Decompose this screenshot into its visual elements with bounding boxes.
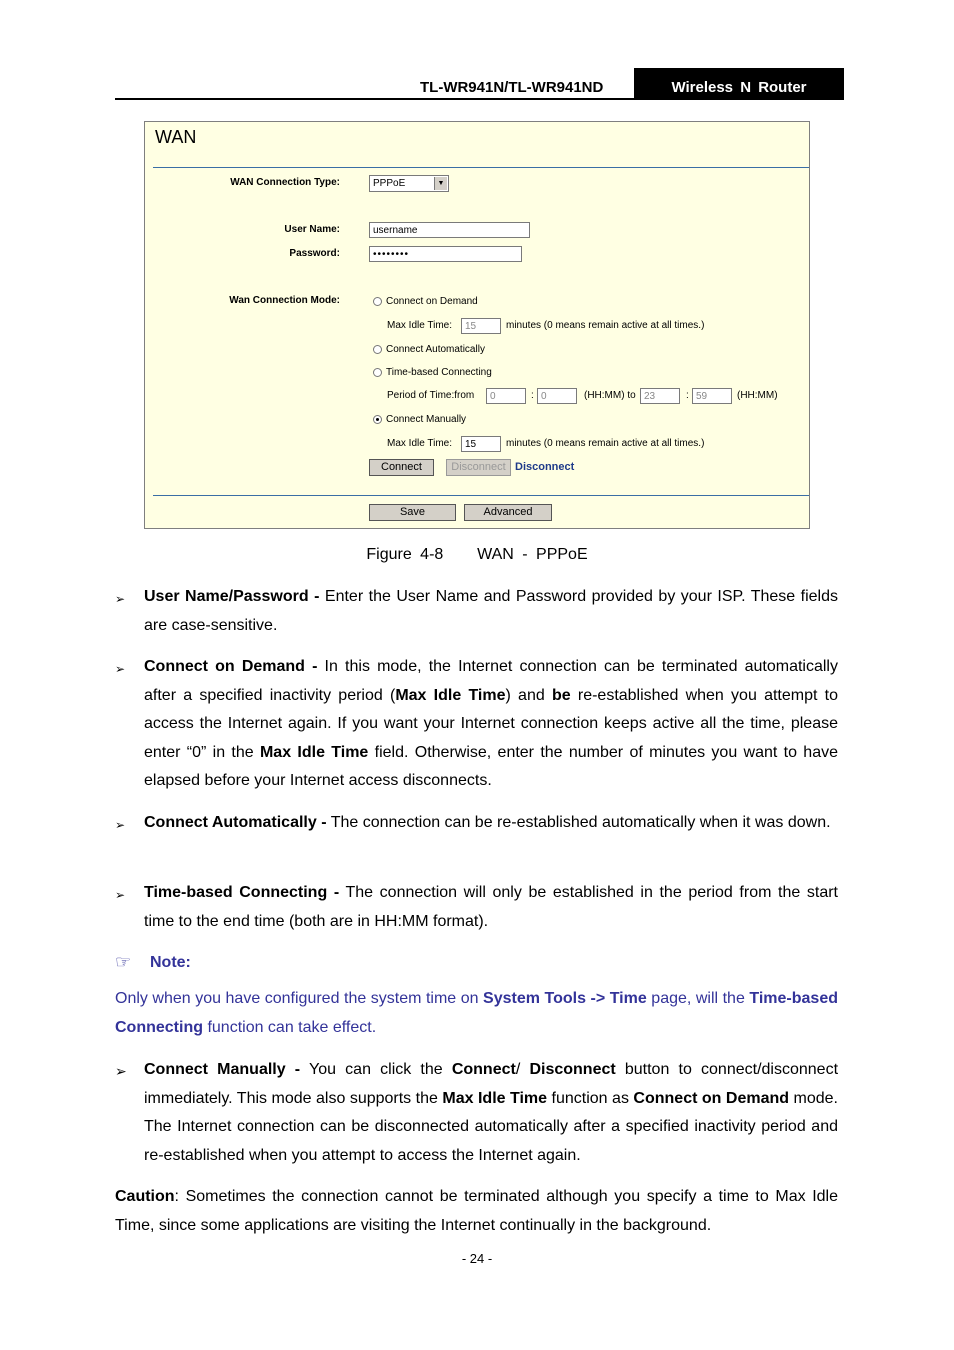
manual-label: Connect Manually: [386, 414, 467, 425]
conn-type-select[interactable]: [369, 175, 449, 192]
caution-text: : Sometimes the connection cannot be terminated although you specify a time to Max Idle Time, since some applications are visiting the Internet continually in the background.: [115, 1188, 838, 1234]
bullet-text: function as: [547, 1089, 634, 1107]
wan-title: WAN: [155, 127, 197, 147]
user-name-input[interactable]: username: [369, 222, 530, 238]
save-button[interactable]: Save: [369, 504, 456, 521]
bullet-bold: Connect: [451, 1061, 516, 1078]
bullet-text: re-established when you attempt to access the Internet again. If you want your Internet connection keeps active all the time, please enter “0” in the: [144, 686, 838, 761]
radio-manual[interactable]: [373, 415, 382, 424]
radio-auto[interactable]: [373, 345, 382, 354]
bullet-connect-on-demand: [144, 653, 838, 796]
bullet-arrow-icon: ➢: [115, 592, 126, 606]
connect-button[interactable]: Connect: [369, 459, 434, 476]
note-text: page, will the: [646, 990, 750, 1007]
bullet-text: The connection will only be established in the period from the start time to the end time (both are in HH:MM format).: [144, 884, 838, 930]
bullet-connect-automatically: [144, 809, 838, 838]
bullet-arrow-icon: ➢: [115, 1063, 127, 1079]
note-title: Note:: [150, 954, 191, 971]
time-colon-2: :: [686, 390, 689, 401]
bullet-arrow-icon: ➢: [115, 818, 126, 832]
bullet-bold: Max Idle Time: [259, 743, 369, 761]
conn-type-value: PPPoE: [373, 178, 406, 189]
bullet-text: The connection can be re-established automatically when it was down.: [326, 814, 831, 831]
bullet-text: Enter the User Name and Password provided by your ISP. These fields are case-sensitive.: [144, 588, 839, 634]
bullet-bold: Max Idle Time: [395, 686, 506, 704]
connection-status: Disconnect: [515, 461, 575, 473]
bullet-text: /: [515, 1061, 530, 1078]
caution-title: Caution: [115, 1188, 175, 1205]
header-model: TL-WR941N/TL-WR941ND: [420, 79, 604, 96]
from-minute-input[interactable]: 0: [537, 388, 577, 404]
hhmm-label: (HH:MM): [737, 390, 778, 401]
disconnect-button[interactable]: Disconnect: [446, 459, 511, 476]
bullet-bold: Connect on Demand: [633, 1089, 790, 1107]
time-based-label: Time-based Connecting: [386, 367, 492, 378]
bullet-title: Time-based Connecting -: [144, 884, 340, 901]
bullet-user-password: [144, 583, 838, 640]
bullet-text: In this mode, the Internet connection can be terminated automatically after a specified inactivity period (: [144, 658, 838, 704]
bullet-title: User Name/Password -: [144, 588, 320, 605]
note-bold: System Tools -> Time: [483, 990, 647, 1007]
bullet-arrow-icon: ➢: [115, 662, 126, 676]
caution-paragraph: [115, 1183, 838, 1240]
auto-label: Connect Automatically: [386, 344, 485, 355]
bullet-text: You can click the: [300, 1061, 452, 1078]
bullet-text: field. Otherwise, enter the number of minutes you want to have elapsed before your Internet access disconnects.: [144, 743, 839, 789]
bullet-time-based: [144, 879, 838, 936]
bullet-connect-manually: [144, 1056, 838, 1170]
time-colon-1: :: [531, 390, 534, 401]
bullet-title: Connect Automatically -: [144, 814, 327, 831]
to-label: (HH:MM) to: [584, 390, 636, 401]
minutes-note-2: minutes (0 means remain active at all times.): [506, 438, 705, 449]
user-name-label: User Name:: [284, 224, 340, 235]
note-body: [115, 985, 838, 1042]
header-product: Wireless N Router: [671, 79, 807, 96]
password-label: Password:: [289, 248, 340, 259]
conn-type-label: WAN Connection Type:: [230, 177, 340, 188]
note-text: Only when you have configured the system time on: [115, 990, 484, 1007]
figure-caption: Figure 4-8 WAN - PPPoE: [366, 546, 588, 563]
note-text: function can take effect.: [203, 1018, 377, 1036]
minutes-note-1: minutes (0 means remain active at all times.): [506, 320, 705, 331]
max-idle-label-1: Max Idle Time:: [387, 320, 453, 331]
bullet-text: mode. The Internet connection can be disconnected automatically after a specified inactivity period and re-established when you attempt to access the Internet again.: [144, 1089, 838, 1164]
to-minute-input[interactable]: 59: [692, 388, 732, 404]
max-idle-input-2[interactable]: 15: [461, 436, 501, 452]
pointing-hand-icon: ☞: [115, 952, 132, 972]
bullet-text: button to connect/disconnect immediately. This mode also supports the: [144, 1061, 839, 1107]
advanced-button[interactable]: Advanced: [464, 504, 552, 521]
page-number: - 24 -: [461, 1251, 493, 1266]
bullet-arrow-icon: ➢: [115, 888, 126, 902]
chevron-down-icon: ▼: [434, 177, 447, 190]
from-hour-input[interactable]: 0: [486, 388, 526, 404]
divider-bottom: [153, 495, 809, 496]
max-idle-label-2: Max Idle Time:: [387, 438, 453, 449]
period-label: Period of Time:from: [387, 390, 475, 401]
bullet-bold: Max Idle Time: [442, 1089, 548, 1107]
mode-label: Wan Connection Mode:: [229, 295, 340, 306]
radio-on-demand[interactable]: [373, 297, 382, 306]
bullet-bold: be: [551, 686, 571, 704]
note-bold: Time-based Connecting: [115, 990, 838, 1036]
header-rule: [115, 98, 844, 100]
to-hour-input[interactable]: 23: [640, 388, 680, 404]
bullet-text: ) and: [505, 686, 552, 704]
max-idle-input-1[interactable]: 15: [461, 318, 501, 334]
bullet-title: Connect Manually -: [144, 1061, 301, 1078]
bullet-title: Connect on Demand -: [144, 658, 318, 675]
password-input[interactable]: ••••••••: [369, 246, 522, 262]
divider-top: [153, 167, 809, 168]
radio-time-based[interactable]: [373, 368, 382, 377]
on-demand-label: Connect on Demand: [386, 296, 478, 307]
bullet-bold: Disconnect: [529, 1061, 616, 1078]
